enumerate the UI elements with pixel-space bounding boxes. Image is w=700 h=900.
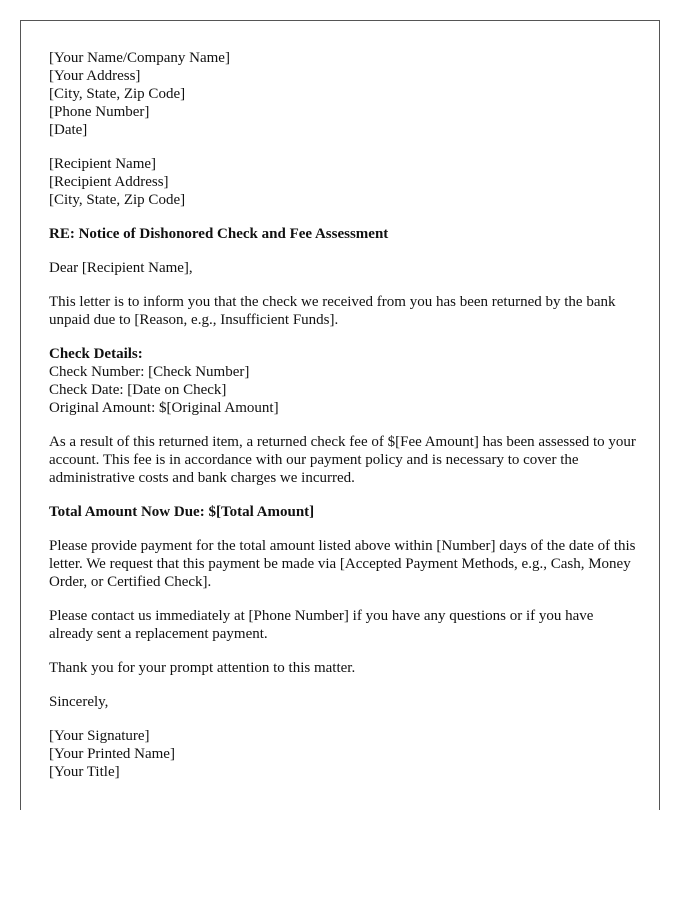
recipient-block (49, 155, 639, 209)
closing-line: Sincerely, (49, 694, 109, 710)
recipient-city-state-zip: [City, State, Zip Code] (49, 192, 186, 208)
intro-paragraph: This letter is to inform you that the check we received from you has been returned by the bank unpaid due to [Reason, e.g., Insufficient Funds]. (49, 294, 616, 328)
letter-content (49, 49, 639, 797)
check-date: Check Date: [Date on Check] (49, 382, 227, 398)
printed-name: [Your Printed Name] (49, 746, 175, 762)
signer-title: [Your Title] (49, 764, 120, 780)
thanks-line: Thank you for your prompt attention to this matter. (49, 660, 356, 676)
signature: [Your Signature] (49, 728, 150, 744)
letter-date: [Date] (49, 122, 88, 138)
sender-phone: [Phone Number] (49, 104, 150, 120)
recipient-address: [Recipient Address] (49, 174, 169, 190)
contact-paragraph: Please contact us immediately at [Phone Number] if you have any questions or if you have already sent a replacement payment. (49, 608, 594, 642)
fee-paragraph: As a result of this returned item, a returned check fee of $[Fee Amount] has been assessed to your account. This fee is in accordance with our payment policy and is necessary to cover the administrative costs and bank charges we incurred. (49, 434, 636, 486)
letter-page (20, 20, 660, 810)
original-amount: Original Amount: $[Original Amount] (49, 400, 279, 416)
check-details-block (49, 345, 639, 417)
signature-block (49, 727, 639, 781)
check-number: Check Number: [Check Number] (49, 364, 250, 380)
payment-paragraph: Please provide payment for the total amount listed above within [Number] days of the date of this letter. We request that this payment be made via [Accepted Payment Methods, e.g., Cash, Money Order, or Certified Check]. (49, 538, 636, 590)
sender-block (49, 49, 639, 139)
sender-city-state-zip: [City, State, Zip Code] (49, 86, 186, 102)
sender-address: [Your Address] (49, 68, 141, 84)
check-details-heading: Check Details: (49, 346, 143, 362)
recipient-name: [Recipient Name] (49, 156, 157, 172)
sender-name: [Your Name/Company Name] (49, 50, 230, 66)
salutation: Dear [Recipient Name], (49, 260, 193, 276)
subject-line: RE: Notice of Dishonored Check and Fee Assessment (49, 226, 389, 242)
total-due: Total Amount Now Due: $[Total Amount] (49, 504, 315, 520)
